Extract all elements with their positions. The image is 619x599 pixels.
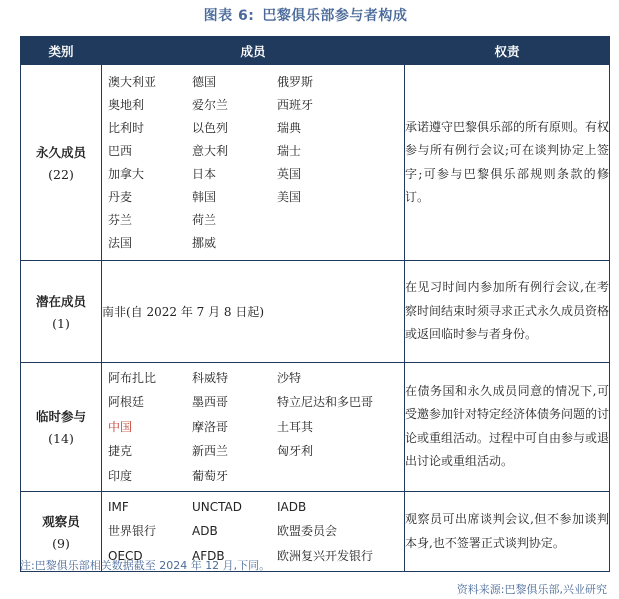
category-count: (14) (48, 431, 74, 447)
member-name: 加拿大 (108, 166, 145, 181)
member-name: 巴西 (108, 143, 133, 158)
member-name: 阿布扎比 (108, 371, 157, 385)
rights-cell: 观察员可出席谈判会议,但不参加谈判本身,也不签署正式谈判协定。 (405, 491, 610, 572)
figure-label: 图表 6: (203, 8, 255, 24)
member-name: 特立尼达和多巴哥 (277, 395, 374, 410)
members-cell: 南非(自 2022 年 7 月 8 日起) (102, 261, 405, 363)
category-cell (21, 65, 102, 261)
member-name: 欧盟委员会 (277, 524, 338, 539)
members-grid (102, 363, 404, 491)
empty-cell (277, 232, 405, 255)
member-name: 芬兰 (108, 212, 133, 227)
member-name: 土耳其 (277, 419, 314, 434)
member-name: 捷克 (108, 444, 133, 459)
source-line: 资料来源:巴黎俱乐部,兴业研究 (456, 583, 607, 596)
member-name: 日本 (192, 166, 217, 181)
member-name: 科威特 (192, 371, 229, 385)
rights-cell: 在债务国和永久成员同意的情况下,可受邀参加针对特定经济体债务问题的讨论或重组活动。过程中可自由参与或退出讨论或重组活动。 (405, 363, 610, 492)
member-name: 法国 (108, 235, 133, 250)
rights-cell: 在见习时间内参加所有例行会议,在考察时间结束时须寻求正式永久成员资格或返回临时参与者身份。 (405, 261, 610, 363)
member-name: 新西兰 (192, 444, 229, 459)
member-name: 匈牙利 (277, 444, 314, 459)
member-name: UNCTAD (192, 499, 242, 514)
category-label: 观察员 (42, 514, 80, 530)
members-cell (102, 65, 405, 261)
member-name: 摩洛哥 (192, 419, 229, 434)
empty-cell (277, 464, 405, 488)
member-name: 俄罗斯 (277, 74, 314, 89)
figure-title (0, 5, 619, 25)
empty-cell (277, 209, 405, 232)
member-name: 挪威 (192, 235, 217, 250)
member-name: 韩国 (192, 189, 217, 204)
members-grid (102, 68, 404, 258)
paris-club-table (20, 36, 610, 572)
category-count: (1) (52, 316, 70, 331)
category-label: 潜在成员 (35, 294, 86, 309)
member-name: 英国 (277, 166, 302, 181)
member-name: 荷兰 (192, 212, 217, 227)
category-count: (22) (48, 167, 74, 182)
category-count: (9) (52, 536, 70, 552)
category-cell (21, 363, 102, 492)
member-name: 墨西哥 (192, 395, 229, 410)
rights-cell: 承诺遵守巴黎俱乐部的所有原则。有权参与所有例行会议;可在谈判协定上签字;可参与巴黎俱乐部规则条款的修订。 (405, 65, 610, 261)
member-name: 阿根廷 (108, 395, 145, 410)
table-note: 注:巴黎俱乐部相关数据截至 2024 年 12 月,下同。 (20, 559, 271, 572)
member-name: 西班牙 (277, 97, 314, 112)
figure-title-text: 巴黎俱乐部参与者构成 (262, 8, 408, 24)
member-name: 意大利 (192, 143, 229, 158)
member-name: 印度 (108, 468, 133, 483)
member-name: 世界银行 (108, 524, 157, 539)
category-label: 临时参与 (35, 409, 86, 425)
header-category: 类别 (21, 37, 102, 65)
member-name: 德国 (192, 74, 217, 89)
table-row-adhoc (21, 363, 610, 492)
table-header-row (21, 37, 610, 65)
member-name: 欧洲复兴开发银行 (277, 548, 374, 563)
member-name: IMF (108, 499, 129, 514)
table-row-potential (21, 261, 610, 363)
member-name: 中国 (108, 419, 133, 434)
member-name: 以色列 (192, 120, 229, 135)
member-name: 瑞典 (277, 120, 302, 135)
member-name: 澳大利亚 (108, 74, 157, 89)
member-name: 丹麦 (108, 189, 133, 204)
member-name: 比利时 (108, 120, 145, 135)
header-members: 成员 (102, 37, 405, 65)
table-row-permanent (21, 65, 610, 261)
member-name: IADB (277, 499, 307, 514)
member-name: 葡萄牙 (192, 468, 229, 483)
member-name: AFDB (192, 548, 225, 563)
member-name: ADB (192, 524, 218, 539)
member-name: OECD (108, 548, 143, 563)
header-rights: 权责 (405, 37, 610, 65)
category-cell (21, 261, 102, 363)
member-name: 爱尔兰 (192, 97, 229, 112)
category-label: 永久成员 (35, 145, 86, 160)
members-cell (102, 363, 405, 492)
member-name: 瑞士 (277, 143, 302, 158)
member-name: 奥地利 (108, 97, 145, 112)
member-name: 美国 (277, 189, 302, 204)
member-name: 沙特 (277, 371, 302, 385)
